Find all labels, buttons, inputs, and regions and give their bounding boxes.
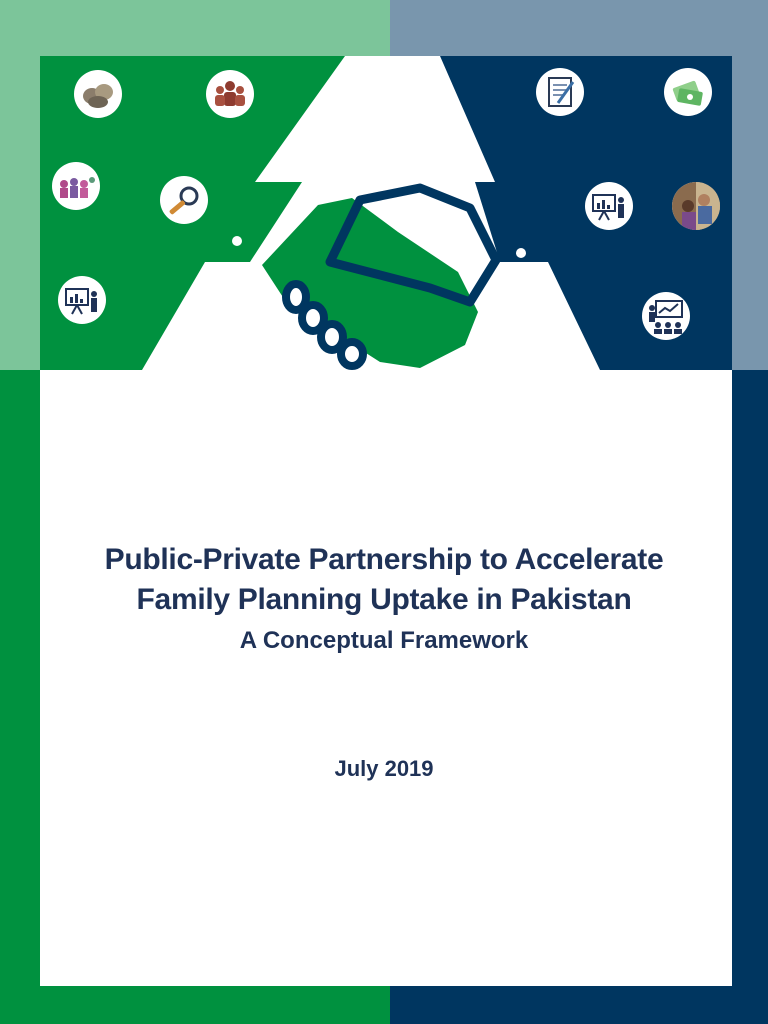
magnifying-glass-icon [160,176,208,224]
cover-title-block [40,540,728,656]
classroom-chart-icon [642,292,690,340]
publication-date: July 2019 [334,756,434,781]
presentation-icon [58,276,106,324]
cuff-dot-right [516,248,526,258]
crowd-icon [52,162,100,210]
presentation-icon-right [585,182,633,230]
people-group-icon [206,70,254,118]
health-worker-photo-icon [672,182,720,230]
grain-basket-icon [74,70,122,118]
title-line-1: Public-Private Partnership to Accelerate [104,543,664,576]
money-icon [664,68,712,116]
handshake-illustration [0,0,768,400]
cuff-dot-left [232,236,242,246]
title-line-2: Family Planning Uptake in Pakistan [136,583,632,616]
notepad-icon [536,68,584,116]
subtitle: A Conceptual Framework [239,627,529,654]
